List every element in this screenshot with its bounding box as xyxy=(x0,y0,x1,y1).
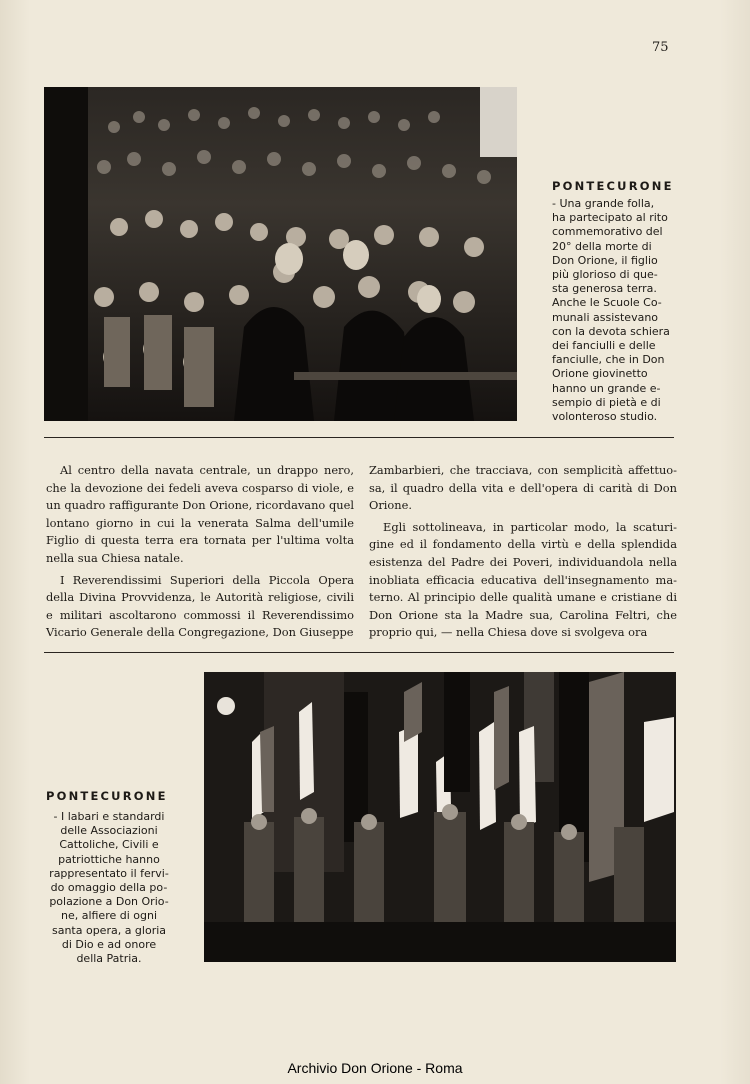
caption-line: do omaggio della po- xyxy=(50,881,168,895)
divider-rule xyxy=(44,437,674,438)
divider-rule xyxy=(44,652,674,653)
caption-line: Orione giovinetto xyxy=(552,367,648,381)
caption-top-body xyxy=(552,197,678,424)
caption-line: Cattoliche, Civili e xyxy=(59,838,159,852)
caption-line: della Patria. xyxy=(76,952,142,966)
article-paragraph: Al centro della navata centrale, un drappo nero, che la devozione dei fedeli aveva cosparso di viole, e un quadro raffigurante Don Orione, ricordavano quel lontano giorno in cui la venerata Salma dell'umile Figlio di questa terra era tornata per l'ultima volta nella sua Chiesa natale. xyxy=(46,463,354,565)
caption-line: con la devota schiera xyxy=(552,324,670,338)
caption-line: sta generosa terra. xyxy=(552,282,657,296)
caption-top-title: PONTECURONE xyxy=(552,179,674,193)
caption-line: più glorioso di que- xyxy=(552,268,658,282)
article-column-right xyxy=(369,462,677,646)
caption-line: dei fanciulli e delle xyxy=(552,339,656,353)
flags-photo xyxy=(204,672,676,962)
crowd-photo-icon xyxy=(44,87,517,421)
page-number: 75 xyxy=(652,40,669,55)
caption-line: Don Orione, il figlio xyxy=(552,253,658,267)
caption-line: santa opera, a gloria xyxy=(51,923,167,937)
caption-line: - Una grande folla, xyxy=(552,197,655,210)
archive-label: Archivio Don Orione - Roma xyxy=(287,1060,463,1076)
caption-line: 20° della morte di xyxy=(552,239,652,253)
caption-line: di Dio e ad onore xyxy=(61,937,157,951)
caption-bottom-title: PONTECURONE xyxy=(46,789,168,803)
caption-line: rappresentato il fervi- xyxy=(49,866,169,880)
caption-line: polazione a Don Orio- xyxy=(49,895,169,909)
caption-bottom-body xyxy=(46,810,172,966)
caption-line: munali assistevano xyxy=(552,310,659,324)
crowd-photo xyxy=(44,87,517,421)
caption-line: patriottiche hanno xyxy=(58,852,160,866)
caption-line: hanno un grande e- xyxy=(552,381,661,395)
caption-line: ha partecipato al rito xyxy=(552,211,668,225)
article-paragraph: I Reverendissimi Superiori della Piccola Opera della Divina Provvidenza, le Autorità religiose, civili e militari ascoltarono commossi il Reverendissimo Vicario Generale della Congregazione, Don Giuseppe xyxy=(46,572,354,640)
article-paragraph: Zambarbieri, che tracciava, con semplicità affettuosa, il quadro della vita e dell'opera di carità di Don Orione. xyxy=(369,463,677,513)
caption-line: commemorativo del xyxy=(552,225,663,239)
article-paragraph: Egli sottolineava, in particolar modo, la scaturigine ed il fondamento della virtù e della splendida esistenza del Padre dei Poveri, individuandola nella inobliata efficacia educativa dell'insegnamento materno. Al principio delle qualità umane e cristiane di Don Orione sta la Madre sua, Carolina Feltri, che proprio qui, — nella Chiesa dove si svolgeva ora xyxy=(369,519,677,640)
caption-line: ne, alfiere di ogni xyxy=(60,909,158,923)
article-column-left xyxy=(46,462,354,646)
caption-line: volonteroso studio. xyxy=(552,410,658,424)
caption-line: Anche le Scuole Co- xyxy=(552,296,662,310)
caption-line: sempio di pietà e di xyxy=(552,395,661,409)
flags-photo-icon xyxy=(204,672,676,962)
caption-line: - I labari e standardi xyxy=(53,810,165,823)
caption-line: fanciulle, che in Don xyxy=(552,353,665,367)
caption-line: delle Associazioni xyxy=(60,824,158,838)
